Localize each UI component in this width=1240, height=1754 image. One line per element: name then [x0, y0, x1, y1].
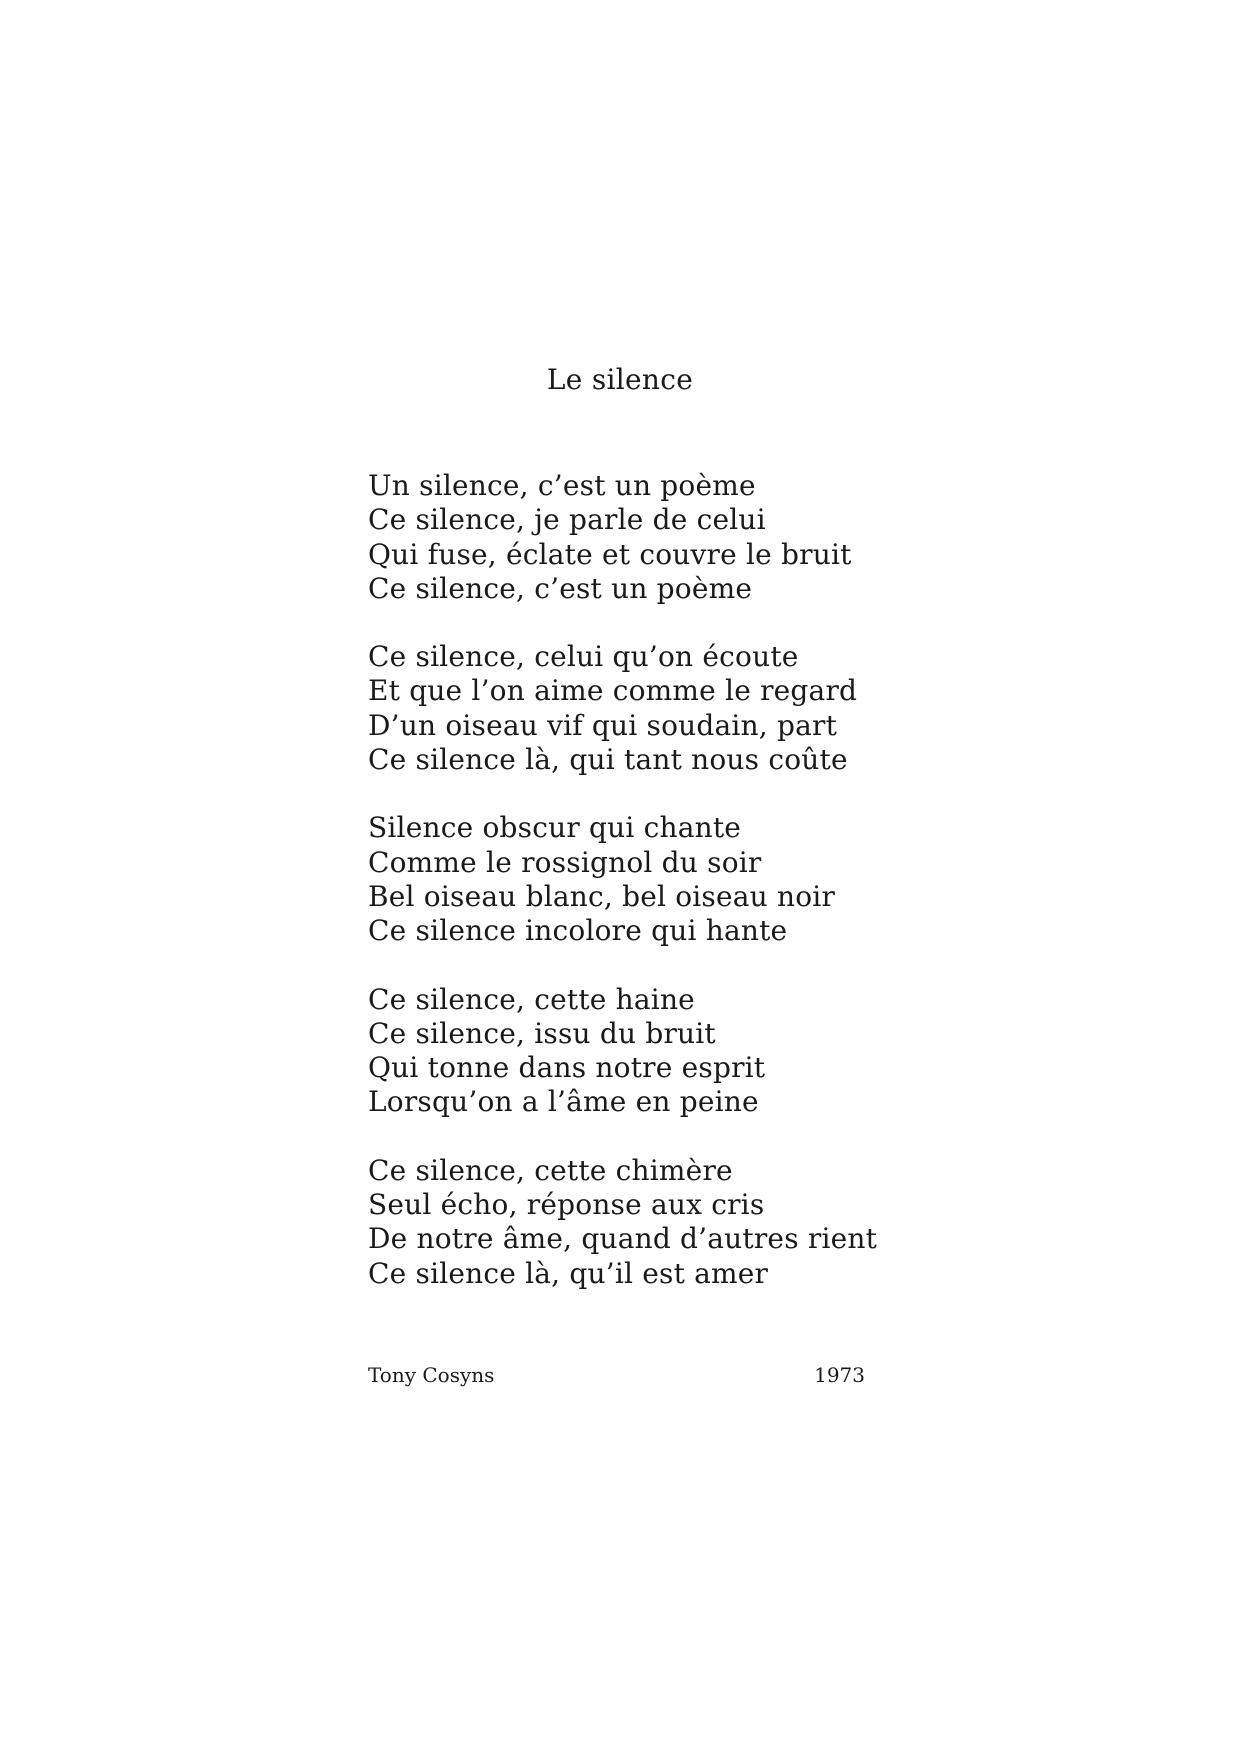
- poem-line: Un silence, c’est un poème: [368, 469, 756, 502]
- poem-line: Ce silence, issu du bruit: [368, 1016, 716, 1050]
- poem-title: Le silence: [546, 363, 694, 396]
- poem-line: Seul écho, réponse aux cris: [368, 1188, 765, 1222]
- poem-line: Ce silence là, qui tant nous coûte: [368, 743, 848, 777]
- stanza-5: [368, 1154, 928, 1291]
- stanza-3: [368, 811, 928, 948]
- stanza-1: [368, 469, 928, 606]
- poem-line: Ce silence, c’est un poème: [368, 571, 753, 605]
- poem-line: Ce silence là, qu’il est amer: [368, 1256, 769, 1290]
- poem-body: [368, 469, 928, 1325]
- poem-line: Qui fuse, éclate et couvre le bruit: [368, 537, 852, 571]
- poem-footer: [368, 1360, 865, 1390]
- year: 1973: [814, 1363, 865, 1387]
- poem-line: De notre âme, quand d’autres rient: [368, 1222, 878, 1256]
- poem-line: Ce silence incolore qui hante: [368, 914, 788, 948]
- stanza-4: [368, 983, 928, 1120]
- author-name: Tony Cosyns: [368, 1363, 495, 1387]
- poem-line: Ce silence, celui qu’on écoute: [368, 640, 799, 674]
- poem-line: Et que l’on aime comme le regard: [368, 674, 858, 708]
- poem-line: Comme le rossignol du soir: [368, 845, 762, 879]
- poem-line: Bel oiseau blanc, bel oiseau noir: [368, 879, 836, 913]
- poem-line: Qui tonne dans notre esprit: [368, 1051, 766, 1085]
- poem-line: Silence obscur qui chante: [368, 811, 742, 845]
- poem-line: Ce silence, cette chimère: [368, 1153, 733, 1187]
- poem-line: Ce silence, je parle de celui: [368, 503, 766, 537]
- poem-line: Lorsqu’on a l’âme en peine: [368, 1085, 759, 1119]
- poem-line: Ce silence, cette haine: [368, 982, 695, 1016]
- poem-line: D’un oiseau vif qui soudain, part: [368, 708, 838, 742]
- stanza-2: [368, 640, 928, 777]
